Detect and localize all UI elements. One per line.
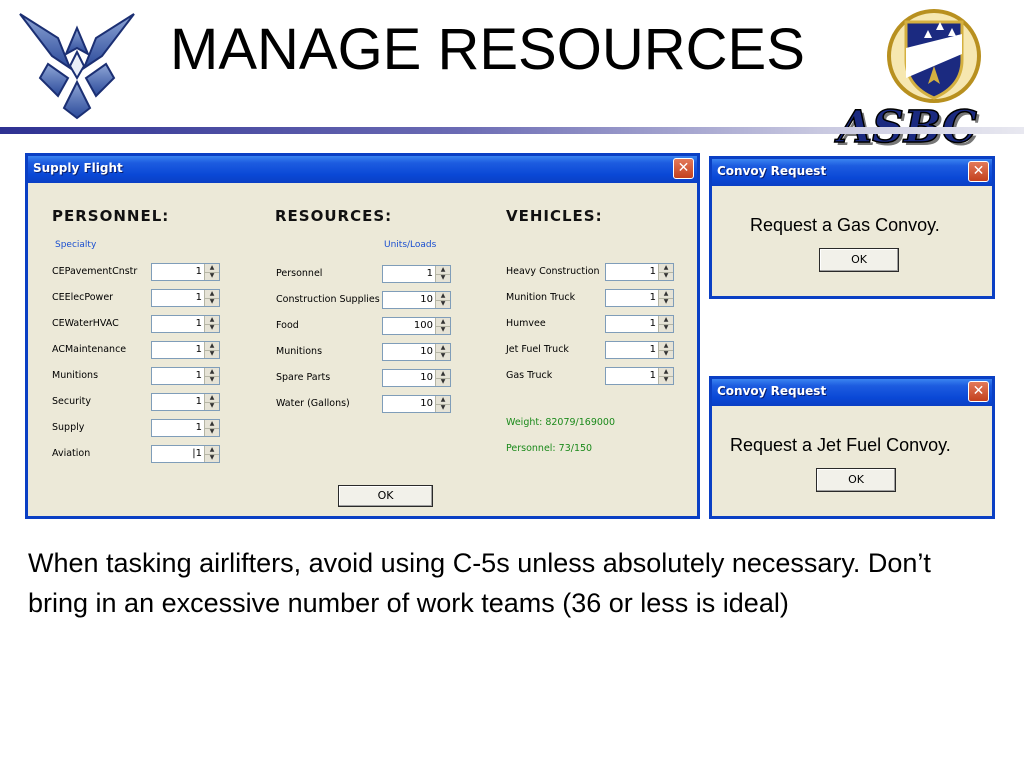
resources-row	[276, 291, 456, 313]
row-label: Munitions	[52, 370, 99, 381]
spin-up-icon[interactable]: ▲	[205, 446, 219, 455]
spin-up-icon[interactable]: ▲	[436, 344, 450, 353]
stepper-value: 10	[420, 398, 433, 409]
row-label: CEWaterHVAC	[52, 318, 119, 329]
stepper-value: 100	[413, 320, 433, 331]
convoy-request-jet-fuel-window	[709, 376, 995, 519]
row-label: Food	[276, 320, 299, 331]
stepper-value: 1	[426, 268, 433, 279]
quantity-stepper[interactable]	[382, 265, 451, 283]
vehicles-row	[506, 367, 676, 389]
ok-button[interactable]: OK	[338, 485, 433, 507]
spin-down-icon[interactable]: ▼	[209, 428, 215, 435]
spin-up-icon[interactable]: ▲	[659, 290, 673, 299]
stepper-value: |1	[192, 448, 202, 459]
spin-up-icon[interactable]: ▲	[205, 264, 219, 273]
spin-down-icon[interactable]: ▼	[209, 454, 215, 461]
row-label: Jet Fuel Truck	[506, 344, 569, 355]
row-label: Supply	[52, 422, 85, 433]
spin-down-icon[interactable]: ▼	[209, 298, 215, 305]
stepper-value: 1	[195, 370, 202, 381]
vehicles-header: VEHICLES:	[506, 207, 603, 225]
convoy-message: Request a Gas Convoy.	[750, 215, 940, 235]
stepper-value: 1	[195, 422, 202, 433]
quantity-stepper[interactable]	[151, 367, 220, 385]
quantity-stepper[interactable]	[382, 343, 451, 361]
supply-flight-body	[28, 183, 697, 516]
quantity-stepper[interactable]	[382, 395, 451, 413]
convoy-jet-titlebar[interactable]	[712, 379, 992, 406]
spin-up-icon[interactable]: ▲	[659, 316, 673, 325]
personnel-row	[52, 367, 222, 389]
quantity-stepper[interactable]	[151, 341, 220, 359]
quantity-stepper[interactable]	[605, 315, 674, 333]
spin-up-icon[interactable]: ▲	[205, 394, 219, 403]
stepper-value: 1	[649, 344, 656, 355]
resources-header: RESOURCES:	[275, 207, 393, 225]
personnel-row	[52, 419, 222, 441]
row-label: Personnel	[276, 268, 323, 279]
spin-down-icon[interactable]: ▼	[209, 272, 215, 279]
spin-up-icon[interactable]: ▲	[436, 292, 450, 301]
quantity-stepper[interactable]	[151, 419, 220, 437]
spin-down-icon[interactable]: ▼	[440, 274, 446, 281]
row-label: Spare Parts	[276, 372, 331, 383]
resources-row	[276, 317, 456, 339]
spin-down-icon[interactable]: ▼	[663, 350, 669, 357]
personnel-row	[52, 445, 222, 467]
resources-row	[276, 369, 456, 391]
spin-up-icon[interactable]: ▲	[436, 396, 450, 405]
window-title: Supply Flight	[33, 161, 123, 175]
stepper-value: 1	[195, 318, 202, 329]
spin-up-icon[interactable]: ▲	[659, 368, 673, 377]
asbc-shield-icon	[884, 8, 984, 108]
spin-up-icon[interactable]: ▲	[205, 420, 219, 429]
vehicles-row	[506, 315, 676, 337]
close-icon[interactable]: ✕	[968, 161, 989, 182]
quantity-stepper[interactable]	[605, 341, 674, 359]
weight-status: Weight: 82079/169000	[506, 417, 616, 428]
specialty-subheader: Specialty	[55, 240, 97, 250]
stepper-value: 1	[649, 318, 656, 329]
supply-flight-window	[25, 153, 700, 519]
spin-down-icon[interactable]: ▼	[663, 324, 669, 331]
close-icon[interactable]: ✕	[968, 381, 989, 402]
spin-up-icon[interactable]: ▲	[205, 342, 219, 351]
vehicles-row	[506, 341, 676, 363]
spin-up-icon[interactable]: ▲	[436, 370, 450, 379]
stepper-value: 1	[195, 292, 202, 303]
row-label: CEPavementCnstr	[52, 266, 138, 277]
spin-down-icon[interactable]: ▼	[209, 402, 215, 409]
row-label: Water (Gallons)	[276, 398, 350, 409]
personnel-row	[52, 289, 222, 311]
personnel-row	[52, 263, 222, 285]
quantity-stepper[interactable]	[382, 369, 451, 387]
stepper-value: 1	[649, 292, 656, 303]
row-label: Munition Truck	[506, 292, 576, 303]
spin-up-icon[interactable]: ▲	[659, 342, 673, 351]
spin-down-icon[interactable]: ▼	[440, 300, 446, 307]
spin-up-icon[interactable]: ▲	[436, 266, 450, 275]
row-label: Humvee	[506, 318, 546, 329]
spin-up-icon[interactable]: ▲	[205, 290, 219, 299]
spin-up-icon[interactable]: ▲	[205, 316, 219, 325]
units-loads-subheader: Units/Loads	[384, 240, 437, 250]
spin-down-icon[interactable]: ▼	[440, 352, 446, 359]
row-label: Aviation	[52, 448, 91, 459]
stepper-value: 1	[195, 266, 202, 277]
quantity-stepper[interactable]	[151, 315, 220, 333]
convoy-request-gas-window	[709, 156, 995, 299]
resources-row	[276, 343, 456, 365]
row-label: CEElecPower	[52, 292, 114, 303]
air-force-wings-icon	[18, 8, 136, 120]
stepper-value: 1	[649, 266, 656, 277]
personnel-row	[52, 393, 222, 415]
stepper-value: 10	[420, 372, 433, 383]
spin-down-icon[interactable]: ▼	[440, 326, 446, 333]
quantity-stepper[interactable]	[382, 291, 451, 309]
personnel-header: PERSONNEL:	[52, 207, 170, 225]
row-label: Gas Truck	[506, 370, 553, 381]
resources-row	[276, 265, 456, 287]
slide-title: MANAGE RESOURCES	[170, 17, 805, 82]
vehicles-row	[506, 263, 676, 285]
convoy-message: Request a Jet Fuel Convoy.	[730, 435, 951, 455]
quantity-stepper[interactable]	[605, 289, 674, 307]
close-icon[interactable]: ✕	[673, 158, 694, 179]
quantity-stepper[interactable]	[151, 393, 220, 411]
personnel-row	[52, 315, 222, 337]
spin-up-icon[interactable]: ▲	[205, 368, 219, 377]
spin-down-icon[interactable]: ▼	[440, 378, 446, 385]
personnel-row	[52, 341, 222, 363]
header-divider	[0, 127, 1024, 134]
convoy-gas-body	[712, 186, 992, 296]
row-label: Construction Supplies	[276, 294, 380, 305]
stepper-value: 1	[649, 370, 656, 381]
vehicles-row	[506, 289, 676, 311]
row-label: Security	[52, 396, 92, 407]
spin-down-icon[interactable]: ▼	[440, 404, 446, 411]
stepper-value: 1	[195, 396, 202, 407]
ok-button[interactable]: OK	[816, 468, 896, 492]
spin-down-icon[interactable]: ▼	[209, 376, 215, 383]
spin-up-icon[interactable]: ▲	[436, 318, 450, 327]
quantity-stepper[interactable]	[605, 367, 674, 385]
convoy-jet-body	[712, 406, 992, 516]
spin-down-icon[interactable]: ▼	[663, 298, 669, 305]
spin-down-icon[interactable]: ▼	[663, 272, 669, 279]
row-label: ACMaintenance	[52, 344, 127, 355]
row-label: Heavy Construction	[506, 266, 600, 277]
personnel-status: Personnel: 73/150	[506, 443, 593, 454]
supply-flight-titlebar[interactable]	[28, 156, 697, 183]
window-title: Convoy Request	[717, 164, 827, 178]
ok-button[interactable]: OK	[819, 248, 899, 272]
quantity-stepper[interactable]	[151, 445, 220, 463]
spin-down-icon[interactable]: ▼	[209, 350, 215, 357]
quantity-stepper[interactable]	[605, 263, 674, 281]
stepper-value: 1	[195, 344, 202, 355]
slide-body-text: When tasking airlifters, avoid using C-5s unless absolutely necessary. Don’t bring in an excessive number of work teams (36 or less is ideal)	[28, 548, 931, 618]
quantity-stepper[interactable]	[151, 263, 220, 281]
stepper-value: 10	[420, 346, 433, 357]
quantity-stepper[interactable]	[151, 289, 220, 307]
window-title: Convoy Request	[717, 384, 827, 398]
resources-row	[276, 395, 456, 417]
stepper-value: 10	[420, 294, 433, 305]
spin-down-icon[interactable]: ▼	[209, 324, 215, 331]
row-label: Munitions	[276, 346, 323, 357]
quantity-stepper[interactable]	[382, 317, 451, 335]
convoy-gas-titlebar[interactable]	[712, 159, 992, 186]
spin-up-icon[interactable]: ▲	[659, 264, 673, 273]
spin-down-icon[interactable]: ▼	[663, 376, 669, 383]
